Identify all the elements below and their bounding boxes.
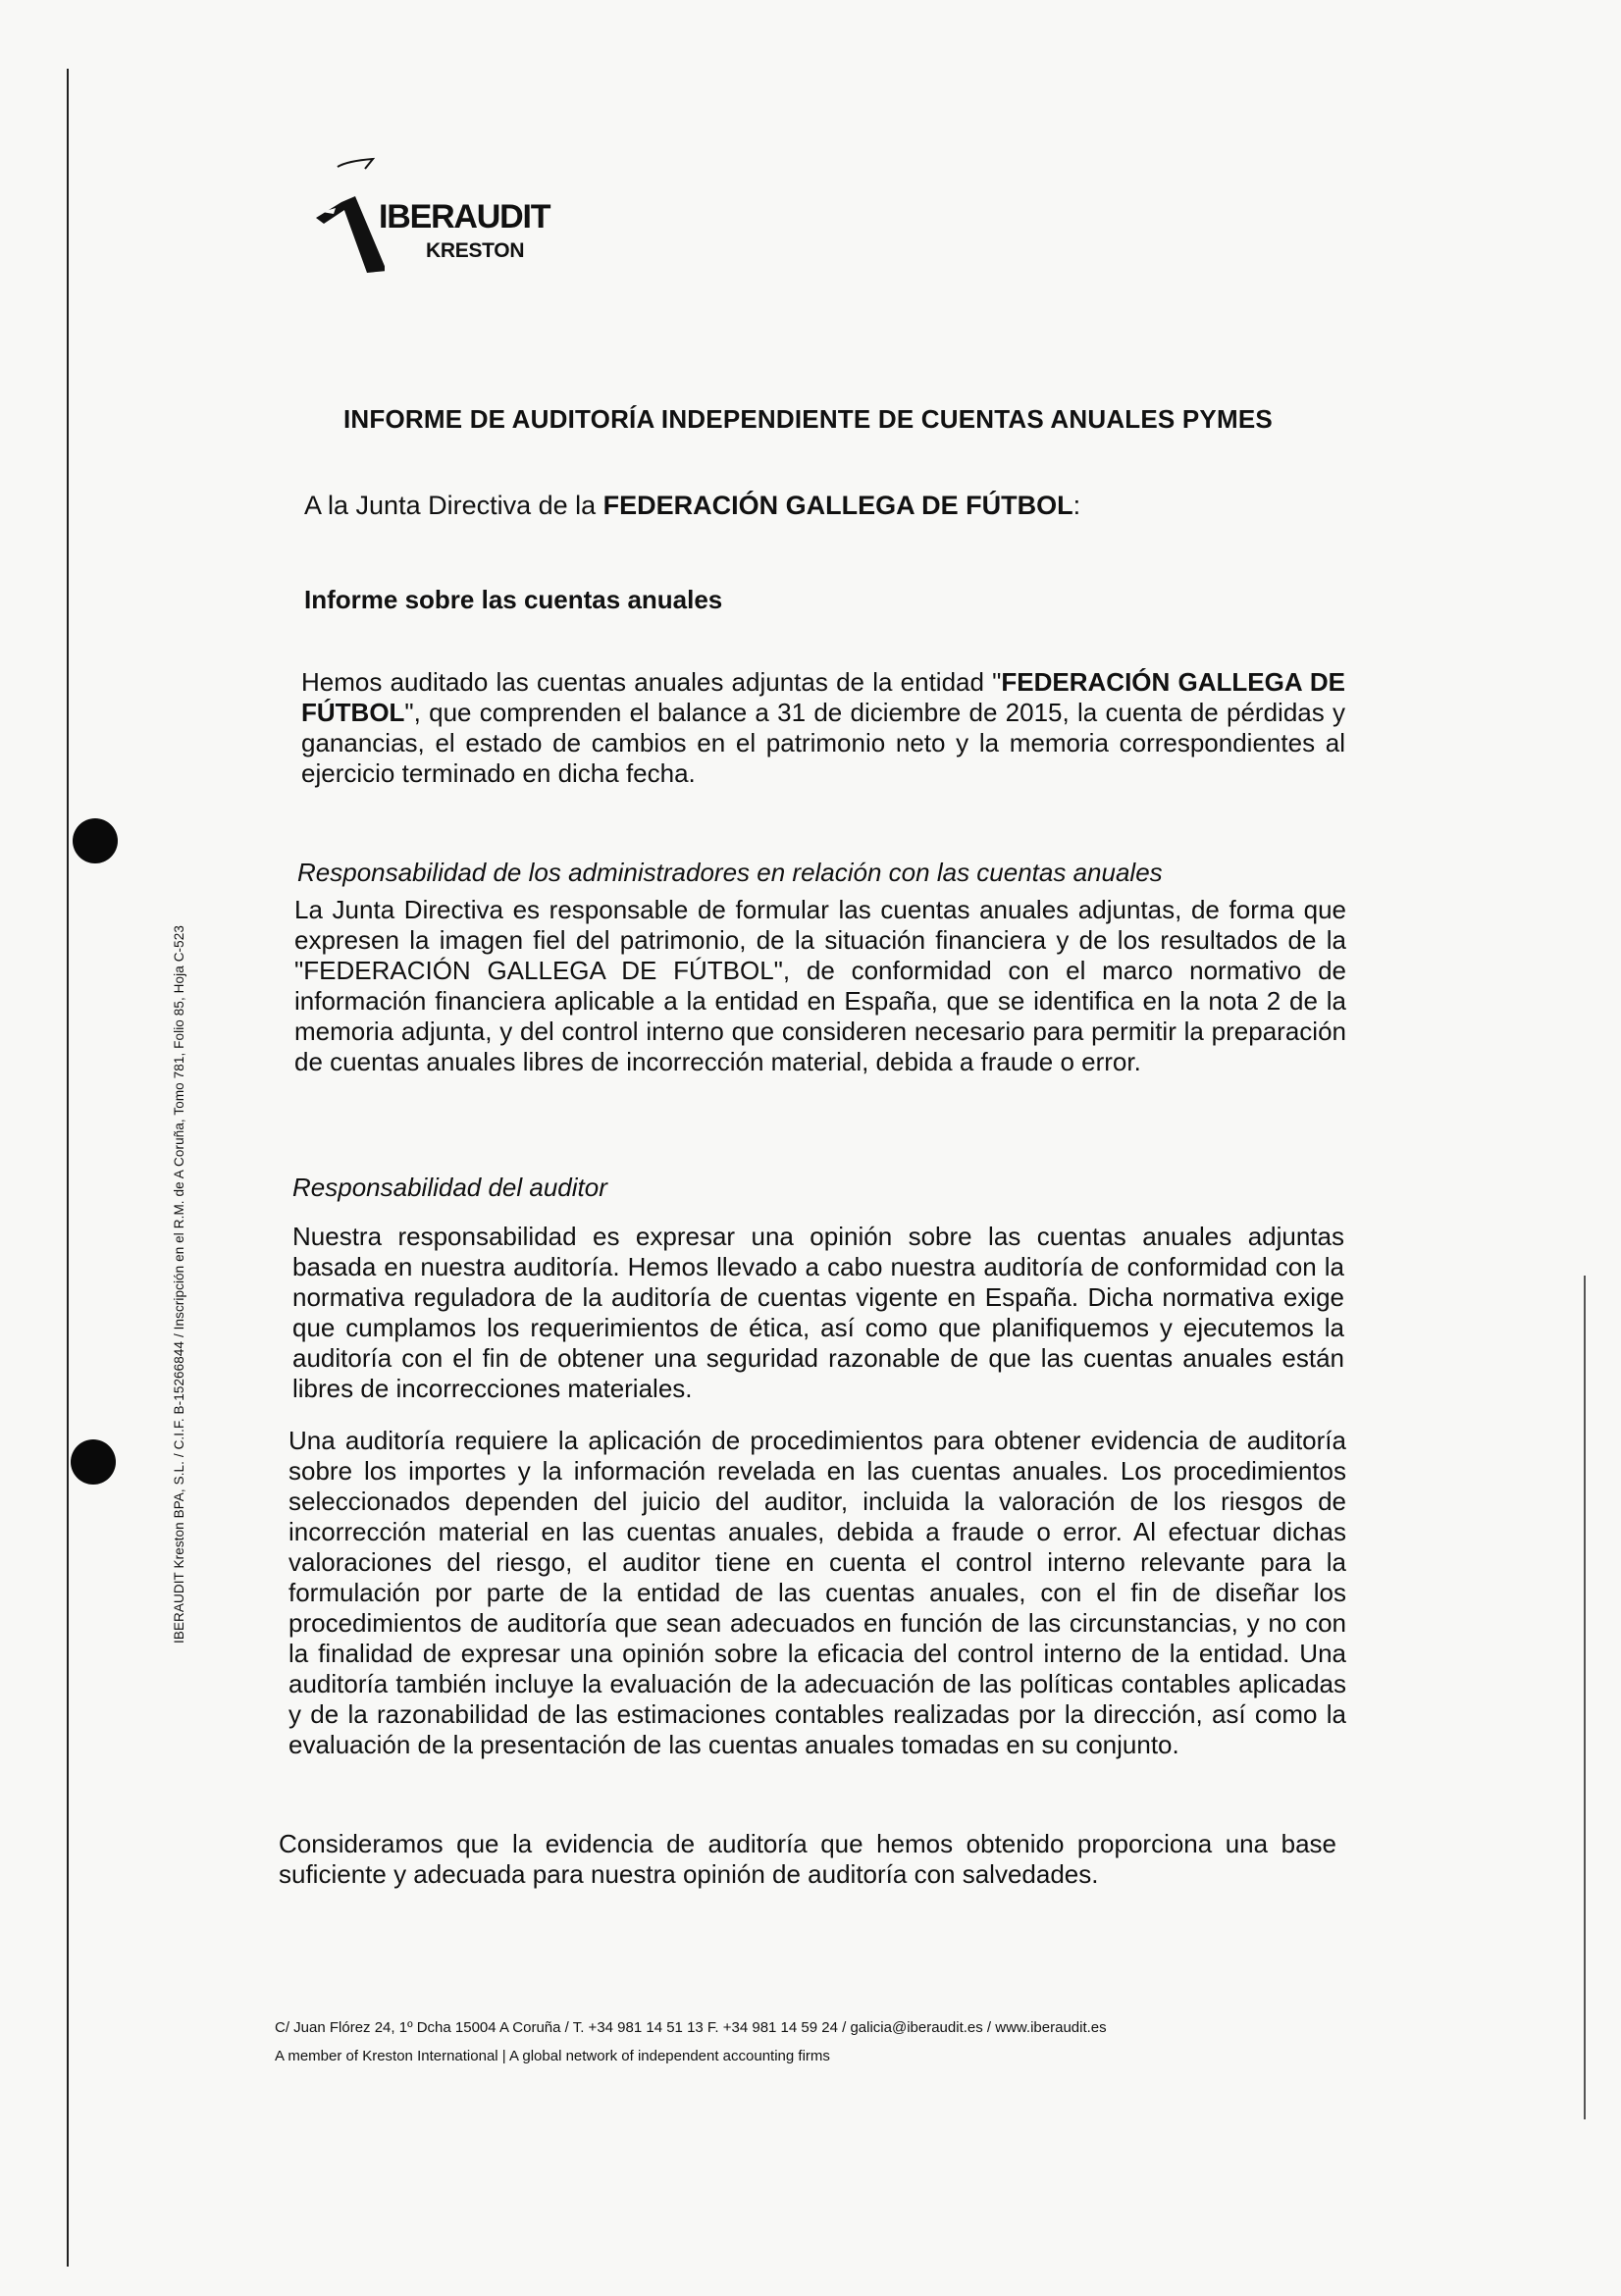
greeting-suffix: : xyxy=(1072,491,1081,520)
punch-hole-bottom xyxy=(71,1439,116,1485)
intro-after: ", que comprenden el balance a 31 de diciembre de 2015, la cuenta de pérdidas y ganancias, el estado de cambios en el patrimonio neto y la memoria correspondientes al ejercicio terminado en dicha fecha. xyxy=(301,698,1345,788)
greeting-entity: FEDERACIÓN GALLEGA DE FÚTBOL xyxy=(602,491,1073,520)
intro-paragraph xyxy=(301,667,1345,789)
page-footer xyxy=(275,2013,1107,2070)
iberaudit-logo xyxy=(316,157,591,275)
logo-tick-icon xyxy=(336,157,375,171)
punch-hole-top xyxy=(73,818,118,863)
left-margin-line xyxy=(67,69,69,2267)
auditor-paragraph-2: Una auditoría requiere la aplicación de procedimientos para obtener evidencia de auditoría sobre los importes y la información revelada en las cuentas anuales. Los procedimientos seleccionados dependen del juicio del auditor, incluida la valoración de los riesgos de incorrección material en las cuentas anuales, debida a fraude o error. Al efectuar dichas valoraciones del riesgo, el auditor tiene en cuenta el control interno relevante para la formulación por parte de la entidad de las cuentas anuales, con el fin de diseñar los procedimientos de auditoría que sean adecuados en función de las circunstancias, y no con la finalidad de expresar una opinión sobre la eficacia del control interno de la entidad. Una auditoría también incluye la evaluación de la adecuación de las políticas contables aplicadas y de la razonabilidad de las estimaciones contables realizadas por la dirección, así como la evaluación de la presentación de las cuentas anuales tomadas en su conjunto. xyxy=(288,1426,1346,1759)
logo-mark-icon xyxy=(316,196,385,275)
logo-brand-text: IBERAUDIT xyxy=(379,198,550,235)
auditor-paragraph-3: Consideramos que la evidencia de auditoría que hemos obtenido proporciona una base suficiente y adecuada para nuestra opinión de auditoría con salvedades. xyxy=(279,1829,1336,1889)
intro-entity: FEDERACIÓN GALLEGA DE FÚTBOL xyxy=(301,667,1345,727)
footer-network: A member of Kreston International | A global network of independent accounting firms xyxy=(275,2048,830,2064)
admin-responsibility-paragraph: La Junta Directiva es responsable de formular las cuentas anuales adjuntas, de forma que expresen la imagen fiel del patrimonio, de la situación financiera y de los resultados de la "FEDERACIÓN GALLEGA DE FÚTBOL", de conformidad con el marco normativo de información financiera aplicable a la entidad en España, que se identifica en la nota 2 de la memoria adjunta, y del control interno que consideren necesario para permitir la preparación de cuentas anuales libres de incorrección material, debida a fraude o error. xyxy=(294,895,1346,1076)
greeting xyxy=(304,491,1384,521)
greeting-prefix: A la Junta Directiva de la xyxy=(304,491,603,520)
logo-sub-text: KRESTON xyxy=(426,239,525,262)
right-margin-line xyxy=(1584,1276,1586,2119)
footer-address: C/ Juan Flórez 24, 1º Dcha 15004 A Coruña / T. +34 981 14 51 13 F. +34 981 14 59 24 / galicia@iberaudit.es / www.iberaudit.es xyxy=(275,2019,1107,2036)
section-heading: Informe sobre las cuentas anuales xyxy=(304,585,723,614)
registry-vertical-text: IBERAUDIT Kreston BPA, S.L. / C.I.F. B-15266844 / Inscripción en el R.M. de A Coruña, Tomo 781, Folio 85, Hoja C-523 xyxy=(172,925,186,1644)
auditor-paragraph-1: Nuestra responsabilidad es expresar una opinión sobre las cuentas anuales adjuntas basada en nuestra auditoría. Hemos llevado a cabo nuestra auditoría de conformidad con la normativa reguladora de la auditoría de cuentas vigente en España. Dicha normativa exige que cumplamos los requerimientos de ética, así como que planifiquemos y ejecutemos la auditoría con el fin de obtener una seguridad razonable de que las cuentas anuales están libres de incorrecciones materiales. xyxy=(292,1222,1344,1403)
auditor-responsibility-heading: Responsabilidad del auditor xyxy=(292,1173,607,1202)
admin-responsibility-heading: Responsabilidad de los administradores en relación con las cuentas anuales xyxy=(297,858,1163,887)
report-title: INFORME DE AUDITORÍA INDEPENDIENTE DE CUENTAS ANUALES PYMES xyxy=(343,404,1273,434)
intro-before: Hemos auditado las cuentas anuales adjuntas de la entidad " xyxy=(301,667,1002,697)
